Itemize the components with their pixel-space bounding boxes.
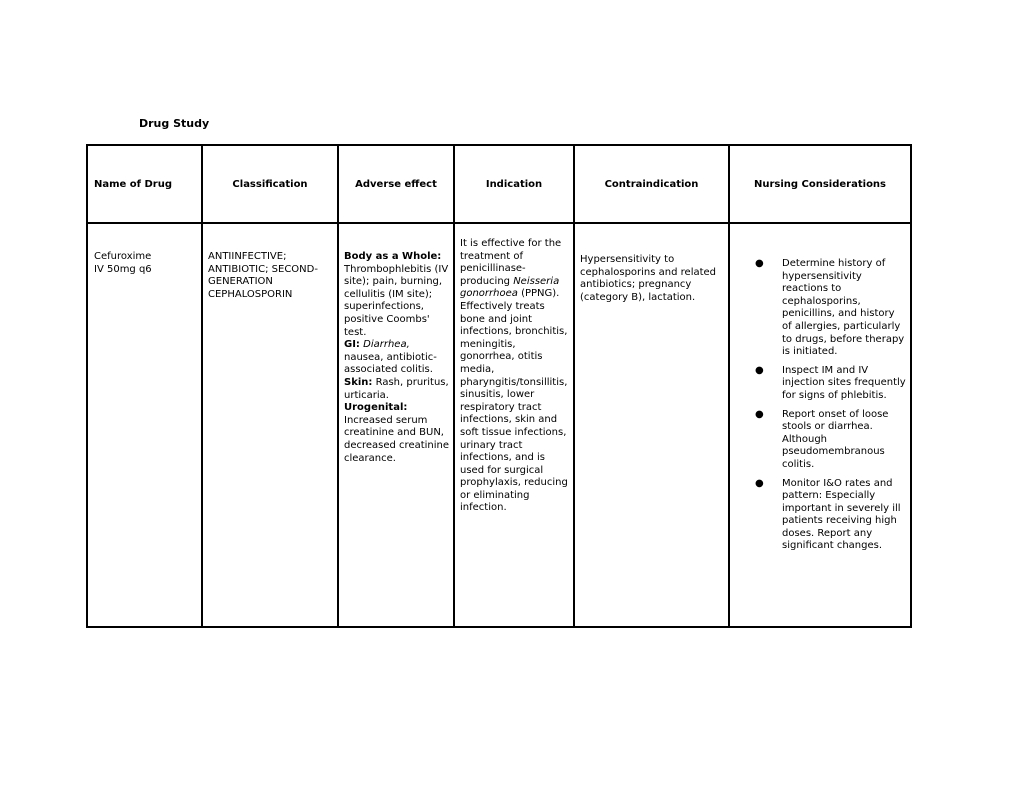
bullet-icon: ● <box>755 364 764 376</box>
indication-italic: Neisseria gonorrhoea <box>460 275 560 300</box>
drug-study-table <box>86 144 912 628</box>
header-nursing-considerations: Nursing Considerations <box>753 178 887 190</box>
indication-cell <box>460 238 570 515</box>
drug-name: Cefuroxime <box>94 251 152 262</box>
adverse-gi-label: GI: <box>344 339 360 351</box>
indication-part2: (PPNG). Effectively treats bone and joint infections, bronchitis, meningitis, gonorrhea, otitis media, pharyngitis/tonsillitis, sinusitis, lower respiratory tract infections, skin and soft tissue infections, urinary tract infections, and is used for surgical prophylaxis, reducing or eliminating infection. <box>460 288 568 514</box>
nursing-item-text: Determine history of hypersensitivity reactions to cephalosporins, penicillins, and history of allergies, particularly to drugs, before therapy is initiated. <box>782 258 905 358</box>
adverse-body-label: Body as a Whole: <box>344 251 442 262</box>
bullet-icon: ● <box>755 258 764 269</box>
adverse-uro-label: Urogenital: <box>344 402 408 414</box>
drug-name-cell <box>94 251 198 276</box>
document-title: Drug Study <box>139 117 210 130</box>
list-item <box>755 408 906 472</box>
header-divider <box>88 222 910 224</box>
contraindication-cell: Hypersensitivity to cephalosporins and related antibiotics; pregnancy (category B), lactation. <box>580 254 717 303</box>
list-item <box>755 258 906 359</box>
adverse-effect-cell <box>344 251 450 465</box>
classification-cell: ANTIINFECTIVE; ANTIBIOTIC; SECOND-GENERATION CEPHALOSPORIN <box>208 251 318 300</box>
bullet-icon: ● <box>755 408 764 420</box>
drug-dose: IV 50mg q6 <box>94 263 152 275</box>
indication-part1: It is effective for the treatment of penicillinase-producing <box>460 238 562 287</box>
adverse-skin-label: Skin: <box>344 376 373 388</box>
header-classification: Classification <box>232 178 308 190</box>
adverse-skin-text: Rash, pruritus, urticaria. <box>344 376 449 401</box>
list-item <box>755 477 906 554</box>
list-item <box>755 364 906 403</box>
header-adverse-effect: Adverse effect <box>355 178 437 190</box>
nursing-list <box>755 258 906 553</box>
bullet-icon: ● <box>755 477 764 489</box>
nursing-item-text: Monitor I&O rates and pattern: Especially important in severely ill patients receiving high doses. Report any significant changes. <box>782 477 901 552</box>
nursing-item-text: Inspect IM and IV injection sites frequently for signs of phlebitis. <box>782 364 906 401</box>
adverse-body-text: Thrombophlebitis (IV site); pain, burning, cellulitis (IM site); superinfections, positive Coombs' test. <box>344 263 449 338</box>
header-name-of-drug: Name of Drug <box>94 178 173 190</box>
adverse-gi-italic: Diarrhea, <box>363 339 410 351</box>
nursing-considerations-cell <box>755 258 906 559</box>
header-contraindication: Contraindication <box>604 178 699 190</box>
nursing-item-text: Report onset of loose stools or diarrhea. Although pseudomembranous colitis. <box>782 408 889 470</box>
adverse-gi-text: nausea, antibiotic-associated colitis. <box>344 351 437 376</box>
adverse-uro-text: Increased serum creatinine and BUN, decreased creatinine clearance. <box>344 414 450 464</box>
header-indication: Indication <box>485 178 543 190</box>
